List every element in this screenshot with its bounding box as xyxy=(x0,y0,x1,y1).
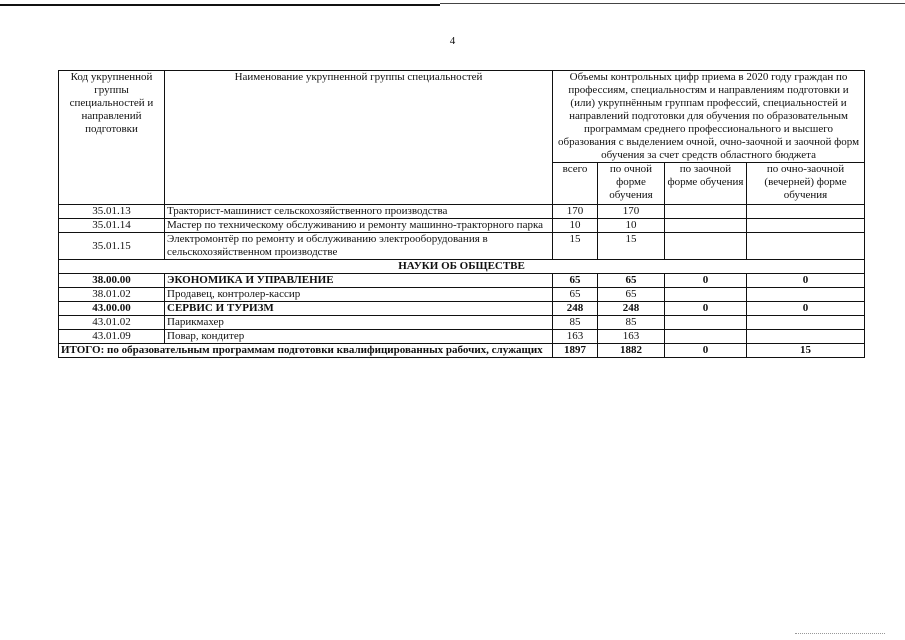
total-part-time: 15 xyxy=(747,344,865,358)
row-part-time xyxy=(747,205,865,219)
header-row xyxy=(59,71,865,163)
total-row xyxy=(59,344,865,358)
row-extramural xyxy=(665,316,747,330)
row-part-time xyxy=(747,233,865,260)
row-full-time: 170 xyxy=(598,205,665,219)
scan-artifact xyxy=(795,631,885,634)
row-total: 170 xyxy=(553,205,598,219)
total-extramural: 0 xyxy=(665,344,747,358)
row-name: Мастер по техническому обслуживанию и ремонту машинно-тракторного парка xyxy=(165,219,553,233)
header-total: всего xyxy=(553,163,598,205)
row-name: Повар, кондитер xyxy=(165,330,553,344)
row-name: Электромонтёр по ремонту и обслуживанию электрооборудования в сельскохозяйственном производстве xyxy=(165,233,553,260)
group-full-time: 65 xyxy=(598,274,665,288)
row-code: 35.01.14 xyxy=(59,219,165,233)
header-name: Наименование укрупненной группы специальностей xyxy=(165,71,553,205)
group-part-time: 0 xyxy=(747,302,865,316)
row-code: 35.01.13 xyxy=(59,205,165,219)
group-extramural: 0 xyxy=(665,274,747,288)
row-code: 43.01.09 xyxy=(59,330,165,344)
row-name: Парикмахер xyxy=(165,316,553,330)
row-full-time: 163 xyxy=(598,330,665,344)
table-row xyxy=(59,316,865,330)
row-extramural xyxy=(665,330,747,344)
group-total: 248 xyxy=(553,302,598,316)
header-code: Код укрупненной группы специальностей и направлений подготовки xyxy=(59,71,165,205)
row-code: 43.01.02 xyxy=(59,316,165,330)
row-extramural xyxy=(665,288,747,302)
group-total: 65 xyxy=(553,274,598,288)
top-rule-thin xyxy=(440,3,905,4)
group-code: 38.00.00 xyxy=(59,274,165,288)
header-full-time: по очной форме обучения xyxy=(598,163,665,205)
row-full-time: 10 xyxy=(598,219,665,233)
row-total: 15 xyxy=(553,233,598,260)
total-total: 1897 xyxy=(553,344,598,358)
row-part-time xyxy=(747,219,865,233)
row-full-time: 85 xyxy=(598,316,665,330)
group-row xyxy=(59,302,865,316)
total-label: ИТОГО: по образовательным программам подготовки квалифицированных рабочих, служащих xyxy=(59,344,553,358)
row-code: 35.01.15 xyxy=(59,233,165,260)
row-total: 85 xyxy=(553,316,598,330)
row-part-time xyxy=(747,288,865,302)
group-part-time: 0 xyxy=(747,274,865,288)
group-row xyxy=(59,274,865,288)
row-name: Продавец, контролер-кассир xyxy=(165,288,553,302)
row-total: 65 xyxy=(553,288,598,302)
admission-table xyxy=(58,70,865,358)
row-total: 163 xyxy=(553,330,598,344)
row-full-time: 65 xyxy=(598,288,665,302)
table-row xyxy=(59,288,865,302)
row-extramural xyxy=(665,205,747,219)
group-full-time: 248 xyxy=(598,302,665,316)
table-row xyxy=(59,330,865,344)
row-name: Тракторист-машинист сельскохозяйственного производства xyxy=(165,205,553,219)
table-row xyxy=(59,205,865,219)
row-extramural xyxy=(665,219,747,233)
section-row xyxy=(59,260,865,274)
table-row xyxy=(59,233,865,260)
group-name: СЕРВИС И ТУРИЗМ xyxy=(165,302,553,316)
group-extramural: 0 xyxy=(665,302,747,316)
group-name: ЭКОНОМИКА И УПРАВЛЕНИЕ xyxy=(165,274,553,288)
top-rule xyxy=(0,4,440,6)
header-extramural: по заочной форме обучения xyxy=(665,163,747,205)
header-part-time: по очно-заочной (вечерней) форме обучения xyxy=(747,163,865,205)
row-part-time xyxy=(747,330,865,344)
row-code: 38.01.02 xyxy=(59,288,165,302)
table-row xyxy=(59,219,865,233)
row-extramural xyxy=(665,233,747,260)
page-number: 4 xyxy=(449,35,456,47)
total-full-time: 1882 xyxy=(598,344,665,358)
section-title: НАУКИ ОБ ОБЩЕСТВЕ xyxy=(59,260,865,274)
header-volumes: Объемы контрольных цифр приема в 2020 году граждан по профессиям, специальностям и направлениям подготовки и (или) укрупнённым группам профессий, специальностей и направлений подготовки для обучения по образовательным программам среднего профессионального и высшего образования с выделением очной, очно-заочной и заочной форм обучения за счет средств областного бюджета xyxy=(553,71,865,163)
group-code: 43.00.00 xyxy=(59,302,165,316)
row-total: 10 xyxy=(553,219,598,233)
row-part-time xyxy=(747,316,865,330)
row-full-time: 15 xyxy=(598,233,665,260)
